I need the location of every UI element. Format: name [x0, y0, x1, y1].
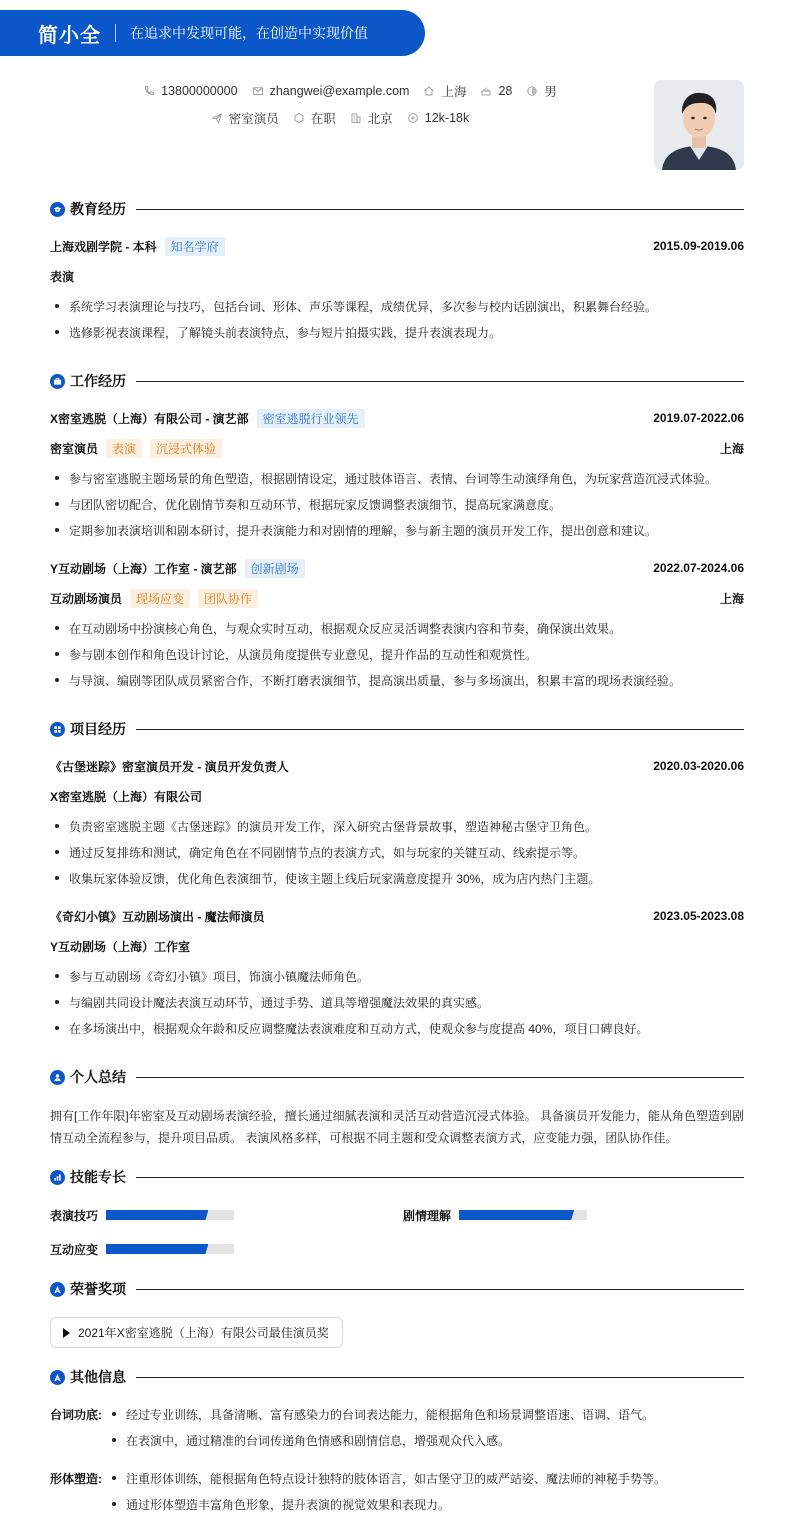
- list-item: 通过反复排练和测试，确定角色在不同剧情节点的表演方式，如与玩家的关键互动、线索提示等。: [50, 843, 744, 861]
- project-2-org-row: [50, 937, 744, 955]
- work-1-role-tag: 沉浸式体验: [150, 439, 222, 458]
- work-2-role-row: [50, 589, 744, 607]
- education-school: 上海戏剧学院 - 本科: [50, 239, 157, 254]
- list-item: 选修影视表演课程，了解镜头前表演特点，参与短片拍摄实践，提升表演表现力。: [50, 323, 744, 341]
- education-header: [50, 237, 744, 255]
- summary-text: 拥有[工作年限]年密室及互动剧场表演经验，擅长通过细腻表演和灵活互动营造沉浸式体验。 具备演员开发能力，能从角色塑造到剧情互动全流程参与，提升项目品质。 表演风格多样，可根据不同主题和受众调整表演方式，应变能力强，团队协作佳。: [50, 1109, 745, 1145]
- award-text: 2021年X密室逃脱（上海）有限公司最佳演员奖: [78, 1326, 329, 1340]
- skill-item: [50, 1207, 234, 1223]
- section-divider: [136, 1177, 744, 1178]
- section-education-title: 教育经历: [70, 201, 126, 217]
- list-item: 系统学习表演理论与技巧，包括台词、形体、声乐等课程，成绩优异，多次参与校内话剧演出，积累舞台经验。: [50, 297, 744, 315]
- contact-position: [211, 109, 279, 127]
- list-item: 通过形体塑造丰富角色形象，提升表演的视觉效果和表现力。: [107, 1495, 744, 1513]
- coin-icon: [407, 112, 419, 124]
- home-icon: [423, 85, 435, 97]
- list-item: 与导演、编剧等团队成员紧密合作，不断打磨表演细节，提高演出质量，参与多场演出，积累丰富的现场表演经验。: [50, 671, 744, 689]
- section-work-title: 工作经历: [70, 373, 126, 389]
- skill-item: [50, 1241, 234, 1257]
- contact-gender-text: 男: [544, 85, 557, 99]
- chart-icon: [50, 1170, 65, 1185]
- list-item: 参与剧本创作和角色设计讨论，从演员角度提供专业意见，提升作品的互动性和观赏性。: [50, 645, 744, 663]
- section-divider: [136, 209, 744, 210]
- list-item: 在表演中，通过精准的台词传递角色情感和剧情信息，增强观众代入感。: [107, 1431, 744, 1449]
- list-item: 参与密室逃脱主题场景的角色塑造，根据剧情设定，通过肢体语言、表情、台词等生动演绎角色，为玩家营造沉浸式体验。: [50, 469, 744, 487]
- work-2-date: 2022.07-2024.06: [653, 561, 744, 575]
- work-1-tag: 密室逃脱行业领先: [257, 409, 365, 428]
- skill-bar-fill: [459, 1210, 574, 1220]
- list-item: 在多场演出中，根据观众年龄和反应调整魔法表演难度和互动方式，使观众参与度提高 40%，项目口碑良好。: [50, 1019, 744, 1037]
- contact-phone: [143, 84, 237, 98]
- education-major-row: [50, 267, 744, 285]
- project-2-title: 《奇幻小镇》互动剧场演出 - 魔法师演员: [50, 909, 265, 924]
- project-1-org: X密室逃脱（上海）有限公司: [50, 789, 203, 804]
- section-divider: [136, 1377, 744, 1378]
- skill-bar: [459, 1210, 587, 1220]
- contact-status-text: 在职: [310, 112, 336, 126]
- work-1-company: X密室逃脱（上海）有限公司 - 演艺部: [50, 411, 249, 426]
- list-item: 经过专业训练，具备清晰、富有感染力的台词表达能力，能根据角色和场景调整语速、语调、语气。: [107, 1405, 744, 1423]
- project-2-org: Y互动剧场（上海）工作室: [50, 939, 191, 954]
- skill-bar-fill: [106, 1210, 208, 1220]
- section-project-title: 项目经历: [70, 721, 126, 737]
- section-awards-title: 荣誉奖项: [70, 1281, 126, 1297]
- briefcase-icon: [50, 374, 65, 389]
- skill-name: 互动应变: [50, 1242, 99, 1257]
- work-2-role-tag: 现场应变: [130, 589, 190, 608]
- list-item: 定期参加表演培训和剧本研讨，提升表演能力和对剧情的理解，参与新主题的演员开发工作，提出创意和建议。: [50, 521, 744, 539]
- contact-target-city: [350, 109, 393, 127]
- project-2-header: [50, 907, 744, 925]
- cake-icon: [480, 85, 492, 97]
- section-divider: [136, 1289, 744, 1290]
- project-1-header: [50, 757, 744, 775]
- section-summary: [50, 1067, 744, 1087]
- list-item: 与编剧共同设计魔法表演互动环节，通过手势、道具等增强魔法效果的真实感。: [50, 993, 744, 1011]
- send-icon: [211, 112, 223, 124]
- contact-position-text: 密室演员: [228, 112, 279, 126]
- section-project: [50, 719, 744, 739]
- contact-target-city-text: 北京: [367, 112, 393, 126]
- education-major: 表演: [50, 269, 75, 284]
- header-slogan: 在追求中发现可能，在创造中实现价值: [130, 25, 368, 41]
- skill-bar: [106, 1244, 234, 1254]
- other-label: 台词功底:: [50, 1407, 102, 1422]
- work-2-header: [50, 559, 744, 577]
- work-1-role: 密室演员: [50, 441, 99, 456]
- contact-email: [252, 84, 410, 98]
- grid-icon: [50, 722, 65, 737]
- letter-a-icon: [50, 1370, 65, 1385]
- work-1-role-row: [50, 439, 744, 457]
- header-divider: [115, 24, 116, 42]
- section-divider: [136, 1077, 744, 1078]
- contact-age: [480, 84, 512, 98]
- contact-phone-text: 13800000000: [161, 84, 238, 98]
- list-item: 在互动剧场中扮演核心角色，与观众实时互动，根据观众反应灵活调整表演内容和节奏，确保演出效果。: [50, 619, 744, 637]
- contact-city: [423, 82, 466, 100]
- section-summary-title: 个人总结: [70, 1069, 126, 1085]
- contact-age-text: 28: [498, 84, 513, 98]
- work-2-tag: 创新剧场: [245, 559, 305, 578]
- contact-salary-text: 12k-18k: [424, 111, 470, 125]
- list-item: 负责密室逃脱主题《古堡迷踪》的演员开发工作，深入研究古堡背景故事，塑造神秘古堡守卫角色。: [50, 817, 744, 835]
- section-other: [50, 1367, 744, 1387]
- work-1-location: 上海: [719, 441, 744, 456]
- user-icon: [50, 1070, 65, 1085]
- other-label: 形体塑造:: [50, 1471, 102, 1486]
- work-1-date: 2019.07-2022.06: [653, 411, 744, 425]
- contact-city-text: 上海: [441, 85, 467, 99]
- list-item: 与团队密切配合，优化剧情节奏和互动环节，根据玩家反馈调整表演细节，提高玩家满意度。: [50, 495, 744, 513]
- triangle-right-icon: [63, 1328, 70, 1338]
- list-item: 注重形体训练，能根据角色特点设计独特的肢体语言，如古堡守卫的威严站姿、魔法师的神秘手势等。: [107, 1469, 744, 1487]
- contact-salary: [407, 111, 469, 125]
- work-1-role-tag: 表演: [106, 439, 142, 458]
- skill-name: 表演技巧: [50, 1208, 99, 1223]
- work-2-company: Y互动剧场（上海）工作室 - 演艺部: [50, 561, 237, 576]
- section-work: [50, 371, 744, 391]
- contact-gender: [526, 82, 557, 100]
- project-1-org-row: [50, 787, 744, 805]
- avatar: [654, 80, 744, 170]
- header-banner: [0, 10, 425, 56]
- skill-item: [403, 1207, 587, 1223]
- skill-bar-fill: [106, 1244, 208, 1254]
- mail-icon: [252, 85, 264, 97]
- education-tag: 知名学府: [165, 237, 225, 256]
- project-2-date: 2023.05-2023.08: [653, 909, 744, 923]
- list-item: 收集玩家体验反馈，优化角色表演细节，使该主题上线后玩家满意度提升 30%，成为店内热门主题。: [50, 869, 744, 887]
- contact-email-text: zhangwei@example.com: [269, 84, 410, 98]
- project-1-date: 2020.03-2020.06: [653, 759, 744, 773]
- candidate-name: 简小全: [38, 24, 101, 47]
- phone-icon: [143, 85, 155, 97]
- section-skills: [50, 1167, 744, 1187]
- building-icon: [350, 112, 362, 124]
- work-2-role-tag: 团队协作: [198, 589, 258, 608]
- skill-name: 剧情理解: [403, 1208, 452, 1223]
- education-date: 2015.09-2019.06: [653, 239, 744, 253]
- section-divider: [136, 729, 744, 730]
- contact-status: [293, 109, 336, 127]
- section-other-title: 其他信息: [70, 1369, 126, 1385]
- list-item: 参与互动剧场《奇幻小镇》项目，饰演小镇魔法师角色。: [50, 967, 744, 985]
- contact-row-1: [0, 82, 700, 100]
- section-education: [50, 199, 744, 219]
- work-1-header: [50, 409, 744, 427]
- work-2-location: 上海: [719, 591, 744, 606]
- award-item: [50, 1317, 343, 1348]
- gender-icon: [526, 85, 538, 97]
- work-2-role: 互动剧场演员: [50, 591, 123, 606]
- award-icon: [50, 1282, 65, 1297]
- section-divider: [136, 381, 744, 382]
- graduation-cap-icon: [50, 202, 65, 217]
- project-1-title: 《古堡迷踪》密室演员开发 - 演员开发负责人: [50, 759, 289, 774]
- section-skills-title: 技能专长: [70, 1169, 126, 1185]
- status-icon: [293, 112, 305, 124]
- contact-row-2: [0, 109, 680, 127]
- skill-bar: [106, 1210, 234, 1220]
- section-awards: [50, 1279, 744, 1299]
